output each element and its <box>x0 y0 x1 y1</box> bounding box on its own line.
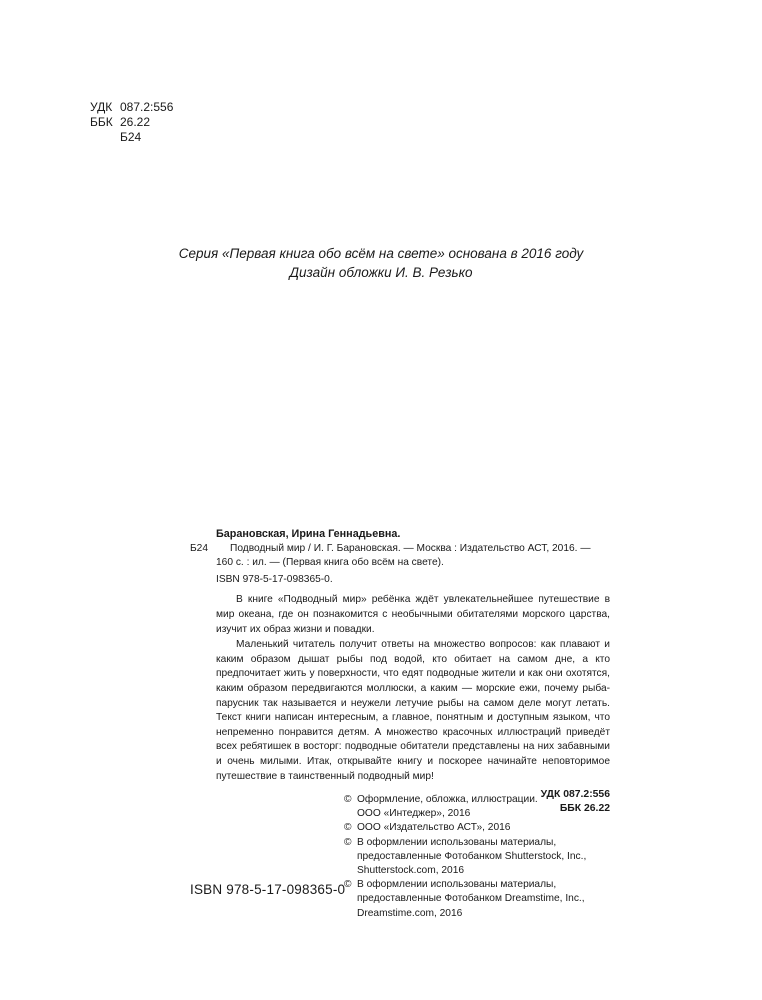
copyright-icon: © <box>344 794 352 805</box>
copyright-icon: © <box>344 822 352 834</box>
card-annotation-2: Маленький читатель получит ответы на множество вопросов: как плавают и каким образом дышат рыбы под водой, кто обитает на самом дне, а кто предпочитает жить у поверхности, что едят подводные жители и как они охотятся, каким образом передвигаются моллюски, а каким — морские ежи, почему рыба-парусник так называется и неужели летучие рыбы на самом деле могут летать. Текст книги написан интересным, а главное, понятным и доступным языком, что непременно понравится детям. А множество красочных иллюстраций приведёт всех ребятишек в восторг: подводные обитатели представлены на них забавными и очень милыми. Итак, открывайте книгу и поскорее начинайте неповторимое путешествие в таинственный подводный мир! <box>216 639 610 782</box>
copyright-text: Dreamstime.com, 2016 <box>357 907 463 919</box>
copyright-text: предоставленные Фотобанком Dreamstime, Inc., <box>357 893 585 905</box>
card-annotation-1: В книге «Подводный мир» ребёнка ждёт увлекательнейшее путешествие в мир океана, где он познакомится с необычными обитателями морского царства, изучит их образ жизни и повадки. <box>216 594 610 635</box>
copyright-text: В оформлении использованы материалы, <box>357 836 557 848</box>
bbk-value: 26.22 <box>120 115 151 129</box>
series-info <box>0 244 762 282</box>
copyright-text: В оформлении использованы материалы, <box>357 879 557 891</box>
card-isbn: ISBN 978-5-17-098365-0. <box>216 573 333 585</box>
copyright-text: Shutterstock.com, 2016 <box>357 865 465 877</box>
copyright-item <box>344 821 614 835</box>
udk-value: 087.2:556 <box>120 100 174 114</box>
card-author-mark: Б24 <box>190 542 209 554</box>
author-mark-row <box>90 130 173 145</box>
isbn-footer: ISBN 978-5-17-098365-0 <box>190 882 346 897</box>
copyright-item <box>344 878 614 921</box>
copyright-text: ООО «Издательство АСТ», 2016 <box>357 822 511 834</box>
card-bbk: ББК 26.22 <box>559 802 610 814</box>
copyright-text: Оформление, обложка, иллюстрации. <box>357 794 538 805</box>
udk-label: УДК <box>90 100 113 114</box>
copyright-item <box>344 836 614 879</box>
author-mark: Б24 <box>120 130 142 144</box>
cover-design-line: Дизайн обложки И. В. Резько <box>289 265 473 280</box>
card-title-2: 160 с. : ил. — (Первая книга обо всём на свете). <box>216 557 444 569</box>
card-title-line <box>190 542 610 557</box>
card-author: Барановская, Ирина Геннадьевна. <box>216 528 401 540</box>
copyright-text: ООО «Интеджер», 2016 <box>357 808 471 820</box>
card-title-1: Подводный мир / И. Г. Барановская. — Москва : Издательство АСТ, 2016. — <box>230 542 591 554</box>
copyright-icon: © <box>344 879 352 891</box>
catalog-card <box>190 527 610 815</box>
udk-row <box>90 100 173 115</box>
card-udk: УДК 087.2:556 <box>540 789 610 801</box>
copyright-icon: © <box>344 836 352 848</box>
copyright-text: предоставленные Фотобанком Shutterstock, Inc., <box>357 850 587 862</box>
copyright-block <box>344 793 614 921</box>
classification-block <box>90 100 173 145</box>
bbk-label: ББК <box>90 115 113 129</box>
series-line: Серия «Первая книга обо всём на свете» основана в 2016 году <box>178 246 584 261</box>
copyright-item <box>344 793 614 821</box>
bbk-row <box>90 115 173 130</box>
